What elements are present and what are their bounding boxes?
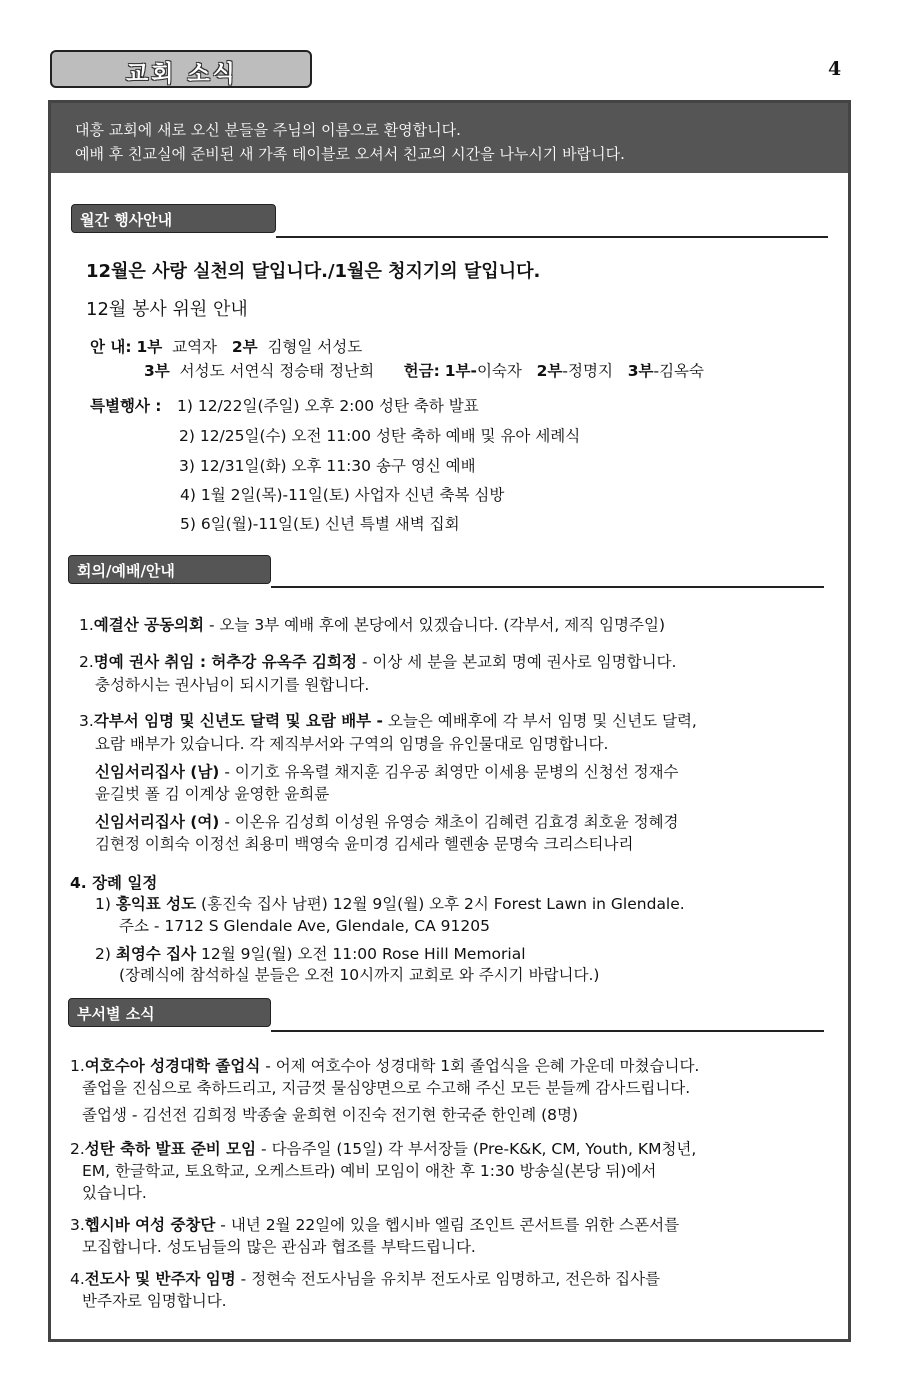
deacon-female-names-continued: 김현정 이희숙 이정선 최용미 백영숙 윤미경 김세라 헬렌송 문명숙 크리스티나리 bbox=[95, 835, 634, 853]
item-text: - 내년 2월 22일에 있을 헵시바 엘림 조인트 콘서트를 위한 스폰서를 bbox=[215, 1216, 680, 1234]
department-item-2 bbox=[70, 1139, 696, 1159]
welcome-line-2: 예배 후 친교실에 준비된 새 가족 테이블로 오셔서 친교의 시간을 나누시기 바랍니다. bbox=[75, 145, 625, 163]
funeral-item-2 bbox=[95, 944, 526, 964]
item-number: 1) bbox=[95, 895, 116, 913]
page-number: 4 bbox=[828, 58, 842, 80]
item-text-continued: 반주자로 임명합니다. bbox=[82, 1292, 227, 1310]
item-title: 헵시바 여성 중창단 bbox=[84, 1216, 216, 1234]
monthly-theme: 12월은 사랑 실천의 달입니다./1월은 청지기의 달입니다. bbox=[86, 261, 541, 282]
offering-3-label: 3부 bbox=[627, 362, 654, 380]
deacon-male-names-continued: 윤길벗 폴 김 이계상 윤영한 윤희륜 bbox=[95, 785, 330, 803]
welcome-line-1: 대흥 교회에 새로 오신 분들을 주님의 이름으로 환영합니다. bbox=[75, 121, 461, 139]
deacon-male-row bbox=[95, 762, 679, 782]
funeral-text: 12월 9일(월) 오전 11:00 Rose Hill Memorial bbox=[196, 945, 526, 963]
item-title: 성탄 축하 발표 준비 모임 bbox=[84, 1140, 257, 1158]
funeral-address: 주소 - 1712 S Glendale Ave, Glendale, CA 91205 bbox=[119, 917, 490, 935]
item-number: 3. bbox=[79, 712, 94, 730]
header-title: 교회 소식 bbox=[126, 61, 238, 87]
usher-3-label: 3부 bbox=[144, 362, 170, 380]
item-title: 각부서 임명 및 신년도 달력 및 요람 배부 - bbox=[93, 712, 383, 730]
event-item: 4) 1월 2일(목)-11일(토) 사업자 신년 축복 심방 bbox=[180, 486, 505, 504]
deacon-male-label: 신임서리집사 (남) bbox=[95, 763, 220, 781]
item-text-continued: 졸업을 진심으로 축하드리고, 지금껏 물심양면으로 수고해 주신 모든 분들께 감사드립니다. bbox=[82, 1079, 691, 1097]
funeral-note: (장례식에 참석하실 분들은 오전 10시까지 교회로 와 주시기 바랍니다.) bbox=[119, 966, 600, 984]
offering-2-label: 2부 bbox=[536, 362, 563, 380]
item-text: - 이상 세 분을 본교회 명예 권사로 임명합니다. bbox=[356, 653, 677, 671]
item-text: - 어제 여호수아 성경대학 1회 졸업식을 은혜 가운데 마쳤습니다. bbox=[260, 1057, 700, 1075]
usher-3-names: 서성도 서연식 정승태 정난희 bbox=[179, 362, 375, 380]
special-events-label: 특별행사 : bbox=[90, 397, 162, 415]
committee-title: 12월 봉사 위원 안내 bbox=[86, 299, 248, 320]
item-number: 1. bbox=[70, 1057, 85, 1075]
item-number: 2. bbox=[79, 653, 94, 671]
usher-1-label: 1부 bbox=[136, 338, 163, 356]
offering-1-name: 이숙자 bbox=[476, 362, 522, 380]
section-rule bbox=[271, 586, 824, 588]
event-item: 1) 12/22일(주일) 오후 2:00 성탄 축하 발표 bbox=[177, 397, 479, 415]
department-item-1 bbox=[70, 1056, 699, 1076]
funeral-item-1 bbox=[95, 894, 685, 914]
item-text: - 다음주일 (15일) 각 부서장들 (Pre-K&K, CM, Youth, KM청년, bbox=[256, 1140, 697, 1158]
offering-label: 헌금: bbox=[403, 362, 440, 380]
item-number: 2) bbox=[95, 945, 116, 963]
usher-2-label: 2부 bbox=[231, 338, 258, 356]
item-text: - 오늘 3부 예배 후에 본당에서 있겠습니다. (각부서, 제직 임명주일) bbox=[204, 616, 666, 634]
funeral-heading: 4. 장례 일정 bbox=[70, 874, 158, 892]
deacon-male-names: - 이기호 유옥렬 채지훈 김우공 최영만 이세용 문병의 신청선 정재수 bbox=[219, 763, 679, 781]
funeral-name: 최영수 집사 bbox=[115, 945, 197, 963]
item-number: 4. bbox=[70, 1270, 85, 1288]
deacon-female-row bbox=[95, 812, 679, 832]
event-item: 5) 6일(월)-11일(토) 신년 특별 새벽 집회 bbox=[180, 515, 460, 533]
item-text-continued: 요람 배부가 있습니다. 각 제직부서와 구역의 임명을 유인물대로 임명합니다. bbox=[95, 735, 609, 753]
deacon-female-label: 신임서리집사 (여) bbox=[95, 813, 220, 831]
section-rule bbox=[276, 236, 828, 238]
usher-row-1 bbox=[90, 337, 362, 357]
meeting-item-1 bbox=[79, 615, 665, 635]
item-number: 1. bbox=[79, 616, 94, 634]
item-title: 전도사 및 반주자 임명 bbox=[84, 1270, 236, 1288]
deacon-female-names: - 이온유 김성희 이성원 유영승 채초이 김혜련 김효경 최호윤 정혜경 bbox=[219, 813, 679, 831]
item-text-continued: EM, 한글학교, 토요학교, 오케스트라) 예비 모임이 애찬 후 1:30 방송실(본당 뒤)에서 bbox=[82, 1162, 657, 1180]
section-tab-monthly bbox=[71, 204, 276, 233]
item-text: - 정현숙 전도사님을 유치부 전도사로 임명하고, 전은하 집사를 bbox=[235, 1270, 661, 1288]
item-text-continued: 모집합니다. 성도님들의 많은 관심과 협조를 부탁드립니다. bbox=[82, 1238, 476, 1256]
section-tab-meetings bbox=[68, 555, 271, 584]
item-text-continued: 있습니다. bbox=[82, 1184, 147, 1202]
item-text-continued: 충성하시는 권사님이 되시기를 원합니다. bbox=[95, 676, 370, 694]
meeting-item-3 bbox=[79, 711, 697, 731]
event-item: 2) 12/25일(수) 오전 11:00 성탄 축하 예배 및 유아 세례식 bbox=[179, 427, 581, 445]
funeral-text: (홍진숙 집사 남편) 12월 9일(월) 오후 2시 Forest Lawn in Glendale. bbox=[196, 895, 685, 913]
meeting-item-2 bbox=[79, 652, 676, 672]
funeral-name: 홍익표 성도 bbox=[115, 895, 197, 913]
offering-3-name: -김옥숙 bbox=[653, 362, 704, 380]
department-item-3 bbox=[70, 1215, 679, 1235]
item-number: 3. bbox=[70, 1216, 85, 1234]
offering-1-label: 1부- bbox=[444, 362, 477, 380]
event-item: 3) 12/31일(화) 오후 11:30 송구 영신 예배 bbox=[179, 457, 476, 475]
header-title-tab bbox=[50, 50, 312, 88]
usher-row-2 bbox=[144, 361, 704, 381]
welcome-banner bbox=[51, 103, 848, 173]
offering-2-name: -정명지 bbox=[562, 362, 613, 380]
item-title: 명예 권사 취임 : 허추강 유옥주 김희정 bbox=[93, 653, 357, 671]
section-rule bbox=[271, 1030, 824, 1032]
usher-2-names: 김형일 서성도 bbox=[267, 338, 363, 356]
department-item-4 bbox=[70, 1269, 660, 1289]
graduates-list: 졸업생 - 김선전 김희정 박종술 윤희현 이진숙 전기현 한국준 한인례 (8명) bbox=[82, 1106, 579, 1124]
section-tab-departments bbox=[68, 998, 271, 1027]
section-heading-departments: 부서별 소식 bbox=[77, 1005, 155, 1023]
usher-label: 안 내: bbox=[90, 338, 132, 356]
section-heading-monthly: 월간 행사안내 bbox=[80, 211, 173, 229]
usher-1-names: 교역자 bbox=[172, 338, 218, 356]
item-title: 여호수아 성경대학 졸업식 bbox=[84, 1057, 261, 1075]
item-number: 2. bbox=[70, 1140, 85, 1158]
item-text: 오늘은 예배후에 각 부서 임명 및 신년도 달력, bbox=[382, 712, 697, 730]
item-title: 예결산 공동의회 bbox=[93, 616, 205, 634]
section-heading-meetings: 회의/예배/안내 bbox=[77, 562, 175, 580]
